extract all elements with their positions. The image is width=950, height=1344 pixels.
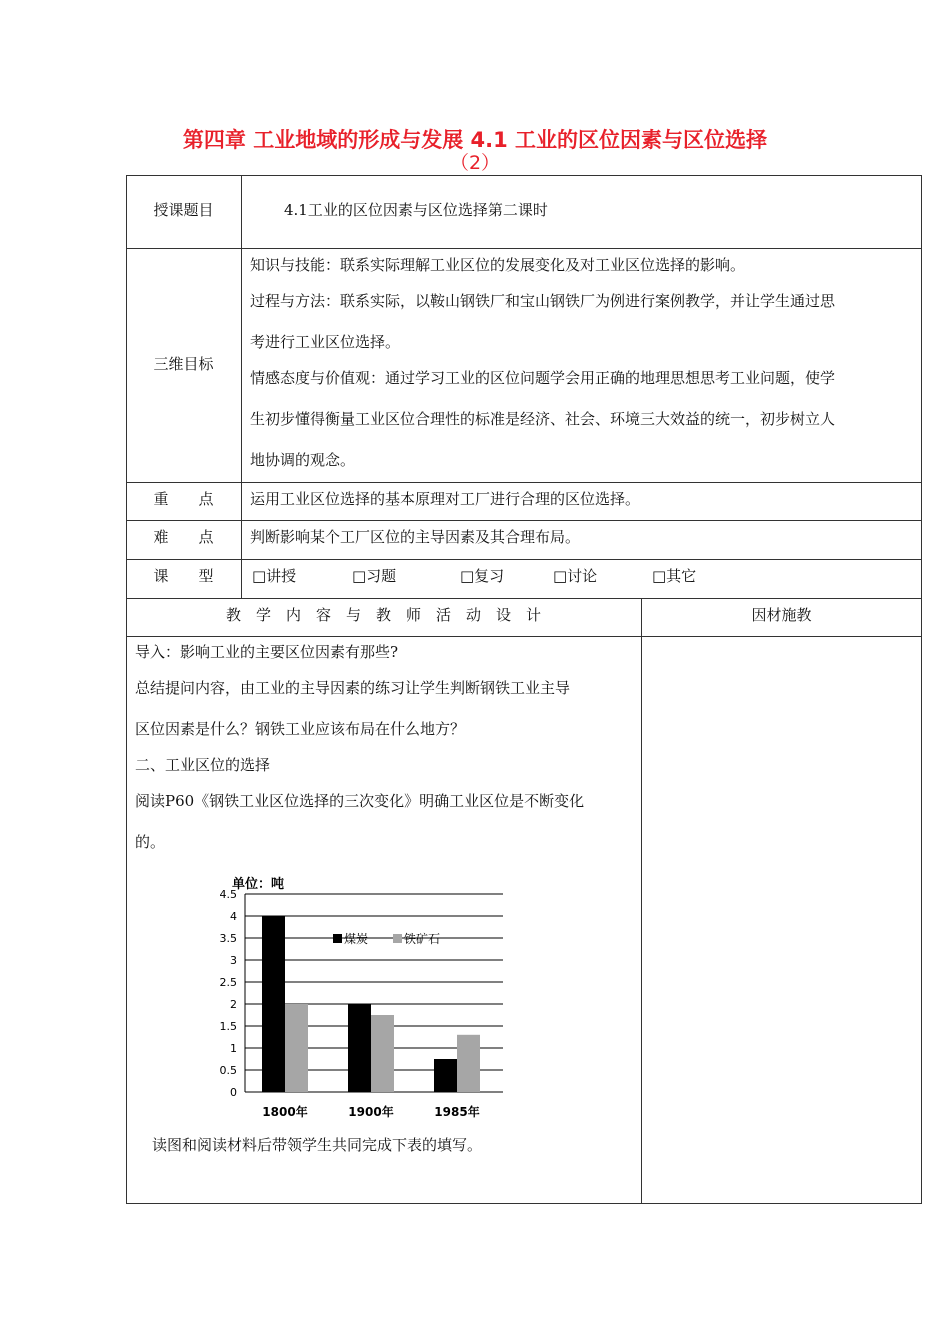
row-divider [126,559,922,560]
column-divider [241,175,242,599]
option-exercise-checkbox[interactable]: □习题 [352,567,397,585]
column-divider [641,598,642,1204]
page-title: 第四章 工业地域的形成与发展 4.1 工业的区位因素与区位选择 [182,128,768,152]
chart-title: 单位：吨 [232,877,285,892]
goals-line: 情感态度与价值观：通过学习工业的区位问题学会用正确的地理思想思考工业问题，使学 [250,369,836,387]
row-divider [126,598,922,599]
difficulty-label: 难 点 [153,528,214,546]
x-tick-label: 1985年 [434,1105,480,1119]
legend-label: 铁矿石 [404,932,441,946]
bar-iron-ore [285,1004,308,1092]
bar-iron-ore [371,1015,394,1092]
bar-iron-ore [457,1035,480,1092]
y-tick-label: 2 [230,998,237,1011]
option-discussion-checkbox[interactable]: □讨论 [553,567,598,585]
teaching-design-header: 教 学 内 容 与 教 师 活 动 设 计 [225,606,541,624]
goals-line: 地协调的观念。 [250,451,356,469]
key-label: 重 点 [153,490,214,508]
y-tick-label: 4.5 [219,888,237,901]
content-line: 导入：影响工业的主要区位因素有那些? [135,643,399,661]
goals-line: 考进行工业区位选择。 [250,333,401,351]
bar-coal [262,916,285,1092]
content-line: 读图和阅读材料后带领学生共同完成下表的填写。 [152,1136,483,1154]
legend-swatch [393,934,402,943]
x-tick-label: 1800年 [262,1105,308,1119]
row-divider [126,520,922,521]
x-tick-label: 1900年 [348,1105,394,1119]
steel-raw-material-chart [200,866,520,1126]
option-lecture-checkbox[interactable]: □讲授 [252,567,297,585]
bar-coal [434,1059,457,1092]
y-tick-label: 1 [230,1042,237,1055]
page-title-continued: （2） [449,152,501,174]
legend-label: 煤炭 [344,932,369,946]
legend-swatch [333,934,342,943]
row-divider [126,482,922,483]
topic-value: 4.1工业的区位因素与区位选择第二课时 [284,201,548,219]
goals-line: 过程与方法：联系实际，以鞍山钢铁厂和宝山钢铁厂为例进行案例教学，并让学生通过思 [250,292,836,310]
y-tick-label: 2.5 [219,976,237,989]
content-line: 阅读P60《钢铁工业区位选择的三次变化》明确工业区位是不断变化 [135,792,585,810]
y-tick-label: 3.5 [219,932,237,945]
topic-label: 授课题目 [153,201,214,219]
content-line: 总结提问内容，由工业的主导因素的练习让学生判断钢铁工业主导 [135,679,571,697]
goals-line: 知识与技能：联系实际理解工业区位的发展变化及对工业区位选择的影响。 [250,256,746,274]
difficulty-value: 判断影响某个工厂区位的主导因素及其合理布局。 [250,528,581,546]
y-tick-label: 3 [230,954,237,967]
bar-coal [348,1004,371,1092]
option-other-checkbox[interactable]: □其它 [652,567,697,585]
y-tick-label: 0 [230,1086,237,1099]
goals-label: 三维目标 [153,355,214,373]
y-tick-label: 0.5 [219,1064,237,1077]
key-value: 运用工业区位选择的基本原理对工厂进行合理的区位选择。 [250,490,641,508]
row-divider [126,636,922,637]
y-tick-label: 4 [230,910,237,923]
y-tick-label: 1.5 [219,1020,237,1033]
section-heading: 二、工业区位的选择 [135,756,271,774]
differentiation-header: 因材施教 [751,606,812,624]
goals-line: 生初步懂得衡量工业区位合理性的标准是经济、社会、环境三大效益的统一，初步树立人 [250,410,836,428]
lesson-type-label: 课 型 [153,567,214,585]
content-line: 的。 [135,833,166,851]
row-divider [126,248,922,249]
content-line: 区位因素是什么？钢铁工业应该布局在什么地方？ [135,720,466,738]
option-review-checkbox[interactable]: □复习 [460,567,505,585]
